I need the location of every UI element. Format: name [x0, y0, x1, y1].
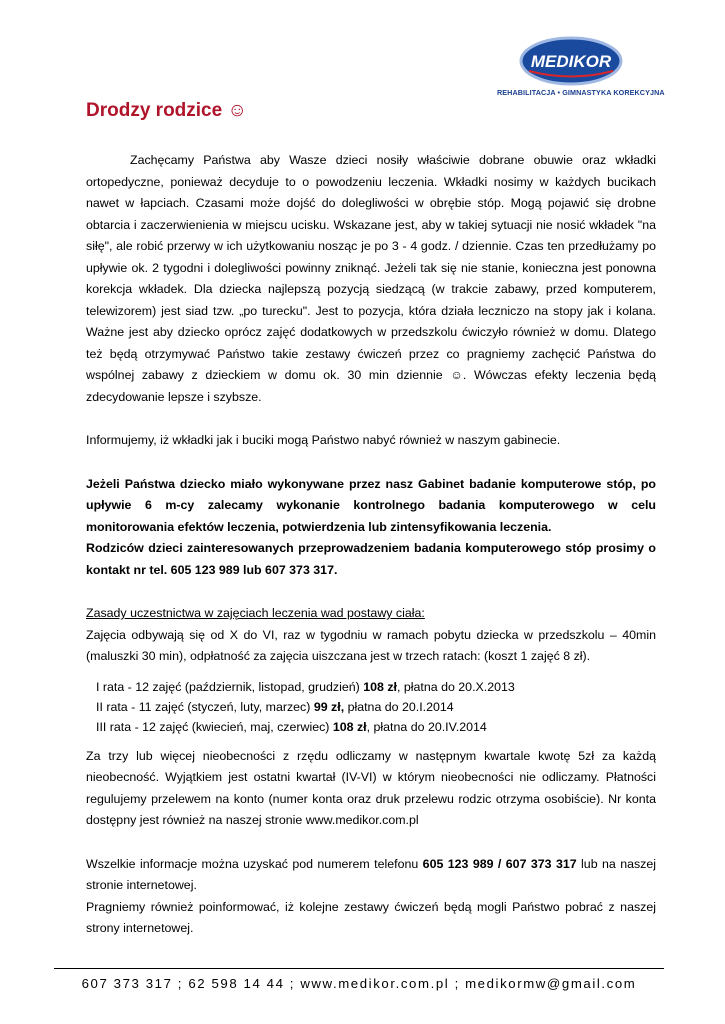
medikor-logo-icon	[497, 36, 647, 86]
paragraph-rules: Zajęcia odbywają się od X do VI, raz w tygodniu w ramach pobytu dziecka w przedszkolu – 40min (maluszki 30 min), odpłatność za zajęcia uiszczana jest w trzech ratach: (koszt 1 zajęć 8 zł).	[86, 627, 656, 663]
logo-tagline: REHABILITACJA • GIMNASTYKA KOREKCYJNA	[497, 88, 665, 97]
medikor-logo	[497, 36, 665, 98]
letter-body	[86, 150, 656, 940]
paragraph-exercise-sets: Pragniemy również poinformować, iż kolejne zestawy ćwiczeń będą mogli Państwo pobrać z naszej strony internetowej.	[86, 899, 656, 935]
footer-contact: 607 373 317 ; 62 598 14 44 ; www.medikor.com.pl ; medikormw@gmail.com	[81, 976, 637, 991]
footer-divider	[54, 968, 664, 969]
rate-item: III rata - 12 zajęć (kwiecień, maj, czerwiec) 108 zł, płatna do 20.IV.2014	[96, 719, 487, 734]
rules-heading: Zasady uczestnictwa w zajęciach leczenia wad postawy ciała:	[86, 606, 425, 620]
paragraph-purchase-info: Informujemy, iż wkładki jak i buciki mogą Państwo nabyć również w naszym gabinecie.	[86, 433, 561, 447]
paragraph-contact-info: Wszelkie informacje można uzyskać pod numerem telefonu 605 123 989 / 607 373 317 lub na naszej stronie internetowej.	[86, 856, 657, 892]
logo-wordmark: MEDIKOR	[530, 52, 612, 71]
rate-item: II rata - 11 zajęć (styczeń, luty, marzec) 99 zł, płatna do 20.I.2014	[96, 699, 454, 714]
paragraph-absences: Za trzy lub więcej nieobecności z rzędu odliczamy w następnym kwartale kwotę 5zł za każdą nieobecność. Wyjątkiem jest ostatni kwartał (IV-VI) w którym nieobecności nie odliczamy. Płatności regulujemy przelewem na konto (numer konta oraz druk przelewu rodzic otrzyma osobiście). Nr konta dostępny jest również na naszej stronie www.medikor.com.pl	[86, 748, 656, 827]
paragraph-insoles: Zachęcamy Państwa aby Wasze dzieci nosiły właściwie dobrane obuwie oraz wkładki ortopedyczne, ponieważ decyduje to o powodzeniu leczenia. Wkładki nosimy w każdych bucikach nawet w łapciach. Czasami może dojść do dolegliwości w obrębie stóp. Mogą pojawić się drobne obtarcia i zaczerwienienia w miejscu ucisku. Wskazane jest, aby w takiej sytuacji nie nosić wkładek "na siłę", ale robić przerwy w ich użytkowaniu nosząc je po 3 - 4 godz. / dziennie. Czas ten przedłużamy po upływie ok. 2 tygodni i dolegliwości powinny zniknąć. Jeżeli tak się nie stanie, konieczna jest ponowna korekcja wkładek. Dla dziecka najlepszą pozycją siedzącą (w trakcie zabawy, przed komputerem, telewizorem) jest siad tzw. „po turecku". Jest to pozycja, która działa leczniczo na stopy jak i kolana. Ważne jest aby dziecko oprócz zajęć dodatkowych w przedszkolu ćwiczyło również w domu. Dlatego też będą otrzymywać Państwo takie zestawy ćwiczeń przez co pragniemy zachęcić Państwa do wspólnej zabawy z dzieckiem w domu ok. 30 min dziennie ☺. Wówczas efekty leczenia będą zdecydowanie lepsze i szybsze.	[86, 153, 656, 404]
rate-item: I rata - 12 zajęć (październik, listopad, grudzień) 108 zł, płatna do 20.X.2013	[96, 679, 515, 694]
paragraph-computer-exam: Jeżeli Państwa dziecko miało wykonywane przez nasz Gabinet badanie komputerowe stóp, po upływie 6 m-cy zalecamy wykonanie kontrolnego badania komputerowego w celu monitorowania efektów leczenia, potwierdzenia lub zintensyfikowania leczenia.	[86, 476, 656, 534]
page-title: Drodzy rodzice ☺	[86, 100, 247, 121]
paragraph-contact-request: Rodziców dzieci zainteresowanych przeprowadzeniem badania komputerowego stóp prosimy o kontakt nr tel. 605 123 989 lub 607 373 317.	[86, 541, 656, 577]
